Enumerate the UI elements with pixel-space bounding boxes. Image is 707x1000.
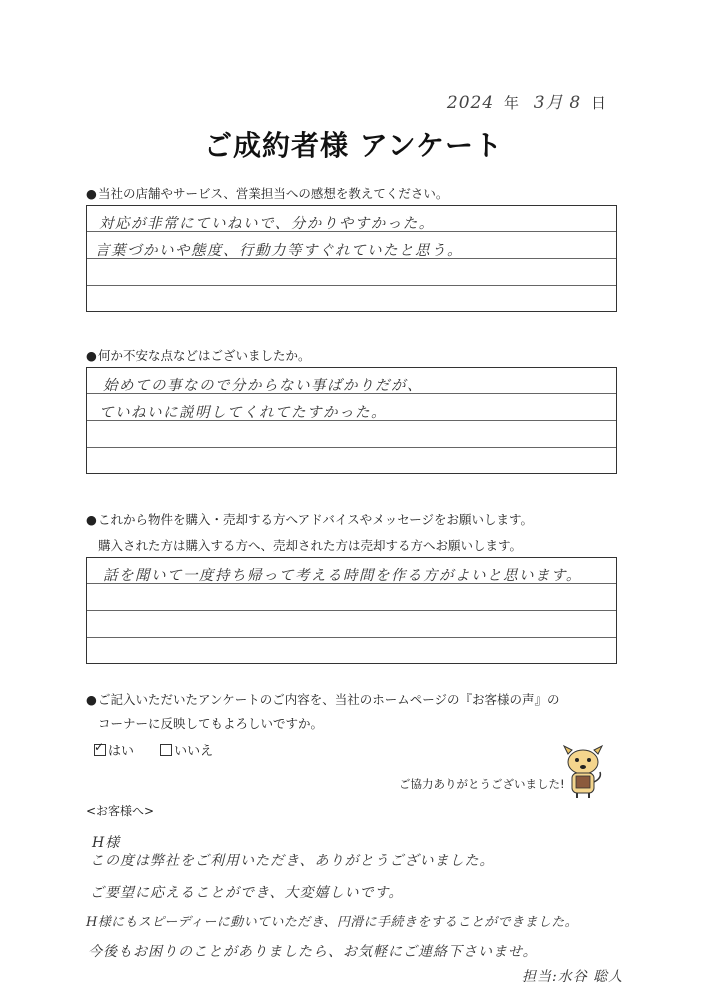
answer-3-line-1: 話を聞いて一度持ち帰って考える時間を作る方がよいと思います。 [103, 568, 582, 584]
answer-1-line-1: 対応が非常にていねいで、分かりやすかった。 [99, 216, 435, 232]
question-2 [86, 346, 311, 364]
to-customer-label: <お客様へ> [86, 804, 155, 818]
question-1-label: 当社の店舗やサービス、営業担当への感想を教えてください。 [98, 186, 449, 201]
answer-1-line-2: 言葉づかいや態度、行動力等すぐれていたと思う。 [95, 243, 463, 259]
date-day: 8 [569, 93, 582, 113]
bullet-icon: ● [86, 348, 97, 363]
answer-box-2 [86, 367, 617, 474]
consent-label-1: ご記入いただいたアンケートのご内容を、当社のホームページの『お客様の声』の [98, 692, 560, 707]
consent-label-2: コーナーに反映してもよろしいですか。 [98, 716, 324, 731]
thanks-message: ご協力ありがとうございました! [399, 777, 565, 791]
bullet-icon: ● [86, 512, 97, 527]
bullet-icon: ● [86, 692, 97, 707]
consent-yes-option[interactable] [94, 744, 134, 759]
question-3-sub: 購入された方は購入する方へ、売却された方は売却する方へお願いします。 [98, 538, 523, 553]
survey-date [447, 88, 615, 113]
page-title: ご成約者様 アンケート [203, 129, 504, 162]
date-day-unit: 日 [590, 94, 607, 112]
question-1 [86, 184, 448, 202]
message-line-4: H様にもスピーディーに動いていただき、円滑に手続きをすることができました。 [86, 915, 579, 930]
message-line-3: ご要望に応えることができ、大変嬉しいです。 [90, 885, 404, 901]
dog-mascot-icon [558, 740, 608, 800]
signature: 担当:水谷 聡人 [522, 969, 624, 985]
consent-yes-label: はい [108, 744, 135, 759]
checkbox-checked-icon[interactable] [94, 744, 106, 756]
message-line-2: この度は弊社をご利用いただき、ありがとうございました。 [90, 853, 495, 869]
answer-2-line-2: ていねいに説明してくれてたすかった。 [99, 405, 387, 421]
answer-box-1 [86, 205, 617, 312]
date-year: 2024 [446, 93, 495, 113]
question-3-label: これから物件を購入・売却する方へアドバイスやメッセージをお願いします。 [98, 512, 534, 527]
message-line-5: 今後もお困りのことがありましたら、お気軽にご連絡下さいませ。 [88, 944, 538, 960]
consent-no-option[interactable] [160, 744, 213, 759]
consent-no-label: いいえ [174, 744, 214, 759]
bullet-icon: ● [86, 186, 97, 201]
question-3 [86, 510, 533, 528]
consent-options [94, 740, 213, 759]
answer-2-line-1: 始めての事なので分からない事ばかりだが、 [103, 378, 423, 394]
message-line-1: H様 [92, 835, 121, 851]
question-2-label: 何か不安な点などはございましたか。 [98, 348, 311, 363]
answer-box-3 [86, 557, 617, 664]
consent-question [86, 690, 560, 708]
date-month: 3月 [533, 93, 564, 113]
checkbox-empty-icon[interactable] [160, 744, 172, 756]
date-year-unit: 年 [503, 94, 520, 112]
